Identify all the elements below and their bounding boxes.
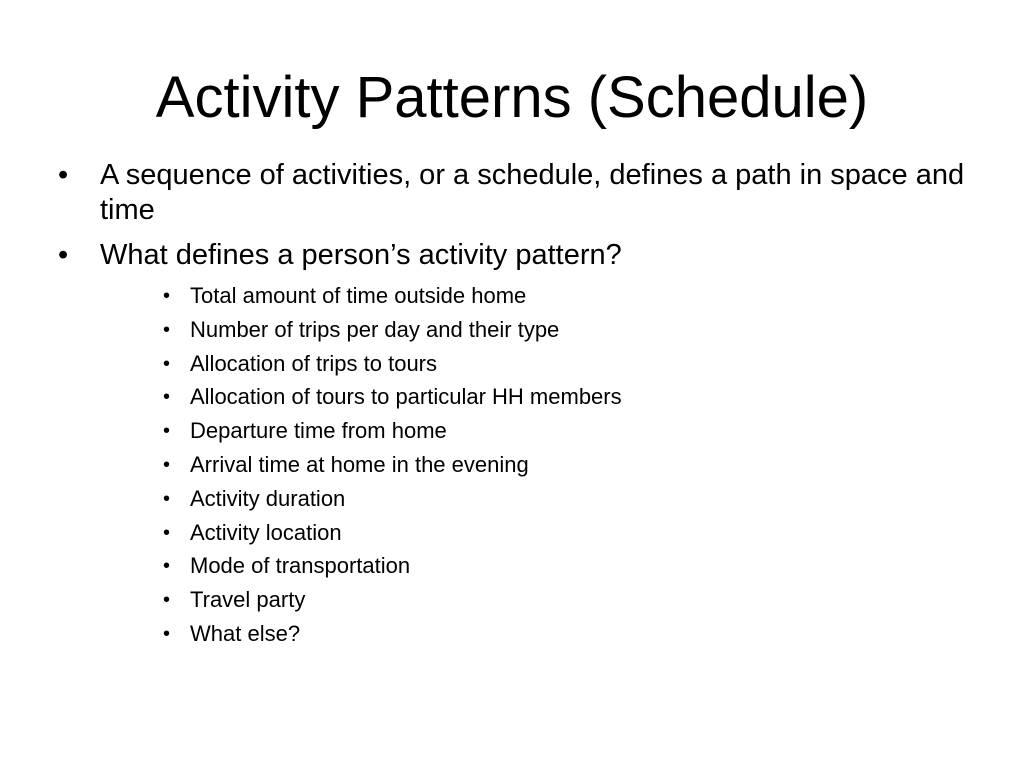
slide-title: Activity Patterns (Schedule) [155, 65, 869, 130]
sub-bullet [163, 351, 998, 377]
bullet-icon: • [163, 521, 171, 544]
sub-bullet [163, 283, 998, 309]
sub-bullet-text: Travel party [190, 587, 306, 613]
sub-bullet [163, 587, 998, 613]
bullet-icon: • [163, 318, 171, 341]
bullet-icon: • [163, 555, 171, 578]
sub-bullet-text: Allocation of trips to tours [190, 350, 438, 376]
sub-bullet-text: Activity duration [190, 485, 346, 511]
sub-bullet-text: Mode of transportation [190, 553, 411, 579]
sub-bullet [163, 418, 998, 444]
bullet-icon: • [163, 386, 171, 409]
bullet-icon: • [58, 239, 69, 271]
sub-bullet-text: What else? [190, 620, 301, 646]
bullet-icon: • [163, 487, 171, 510]
bullet-icon: • [58, 159, 69, 191]
sub-bullet [163, 520, 998, 546]
slide-body [58, 158, 998, 655]
sub-bullet-list [58, 283, 998, 647]
bullet-text: What defines a person’s activity pattern? [100, 239, 622, 271]
bullet-icon: • [163, 589, 171, 612]
sub-bullet [163, 553, 998, 579]
bullet-icon: • [163, 285, 171, 307]
sub-bullet-text: Arrival time at home in the evening [190, 451, 529, 477]
bullet-icon: • [163, 352, 171, 375]
bullet-point [58, 238, 998, 273]
sub-bullet [163, 486, 998, 512]
bullet-text: A sequence of activities, or a schedule, defines a path in space and time [100, 159, 965, 226]
sub-bullet-text: Activity location [190, 519, 342, 545]
bullet-icon: • [163, 420, 171, 443]
sub-bullet [163, 384, 998, 410]
bullet-point [58, 158, 998, 228]
sub-bullet-text: Departure time from home [190, 418, 447, 444]
sub-bullet-text: Allocation of tours to particular HH members [190, 384, 622, 410]
sub-bullet [163, 317, 998, 343]
sub-bullet [163, 452, 998, 478]
sub-bullet-text: Total amount of time outside home [190, 283, 527, 308]
bullet-icon: • [163, 453, 171, 476]
sub-bullet [163, 621, 998, 647]
bullet-icon: • [163, 622, 171, 645]
sub-bullet-text: Number of trips per day and their type [190, 316, 560, 342]
